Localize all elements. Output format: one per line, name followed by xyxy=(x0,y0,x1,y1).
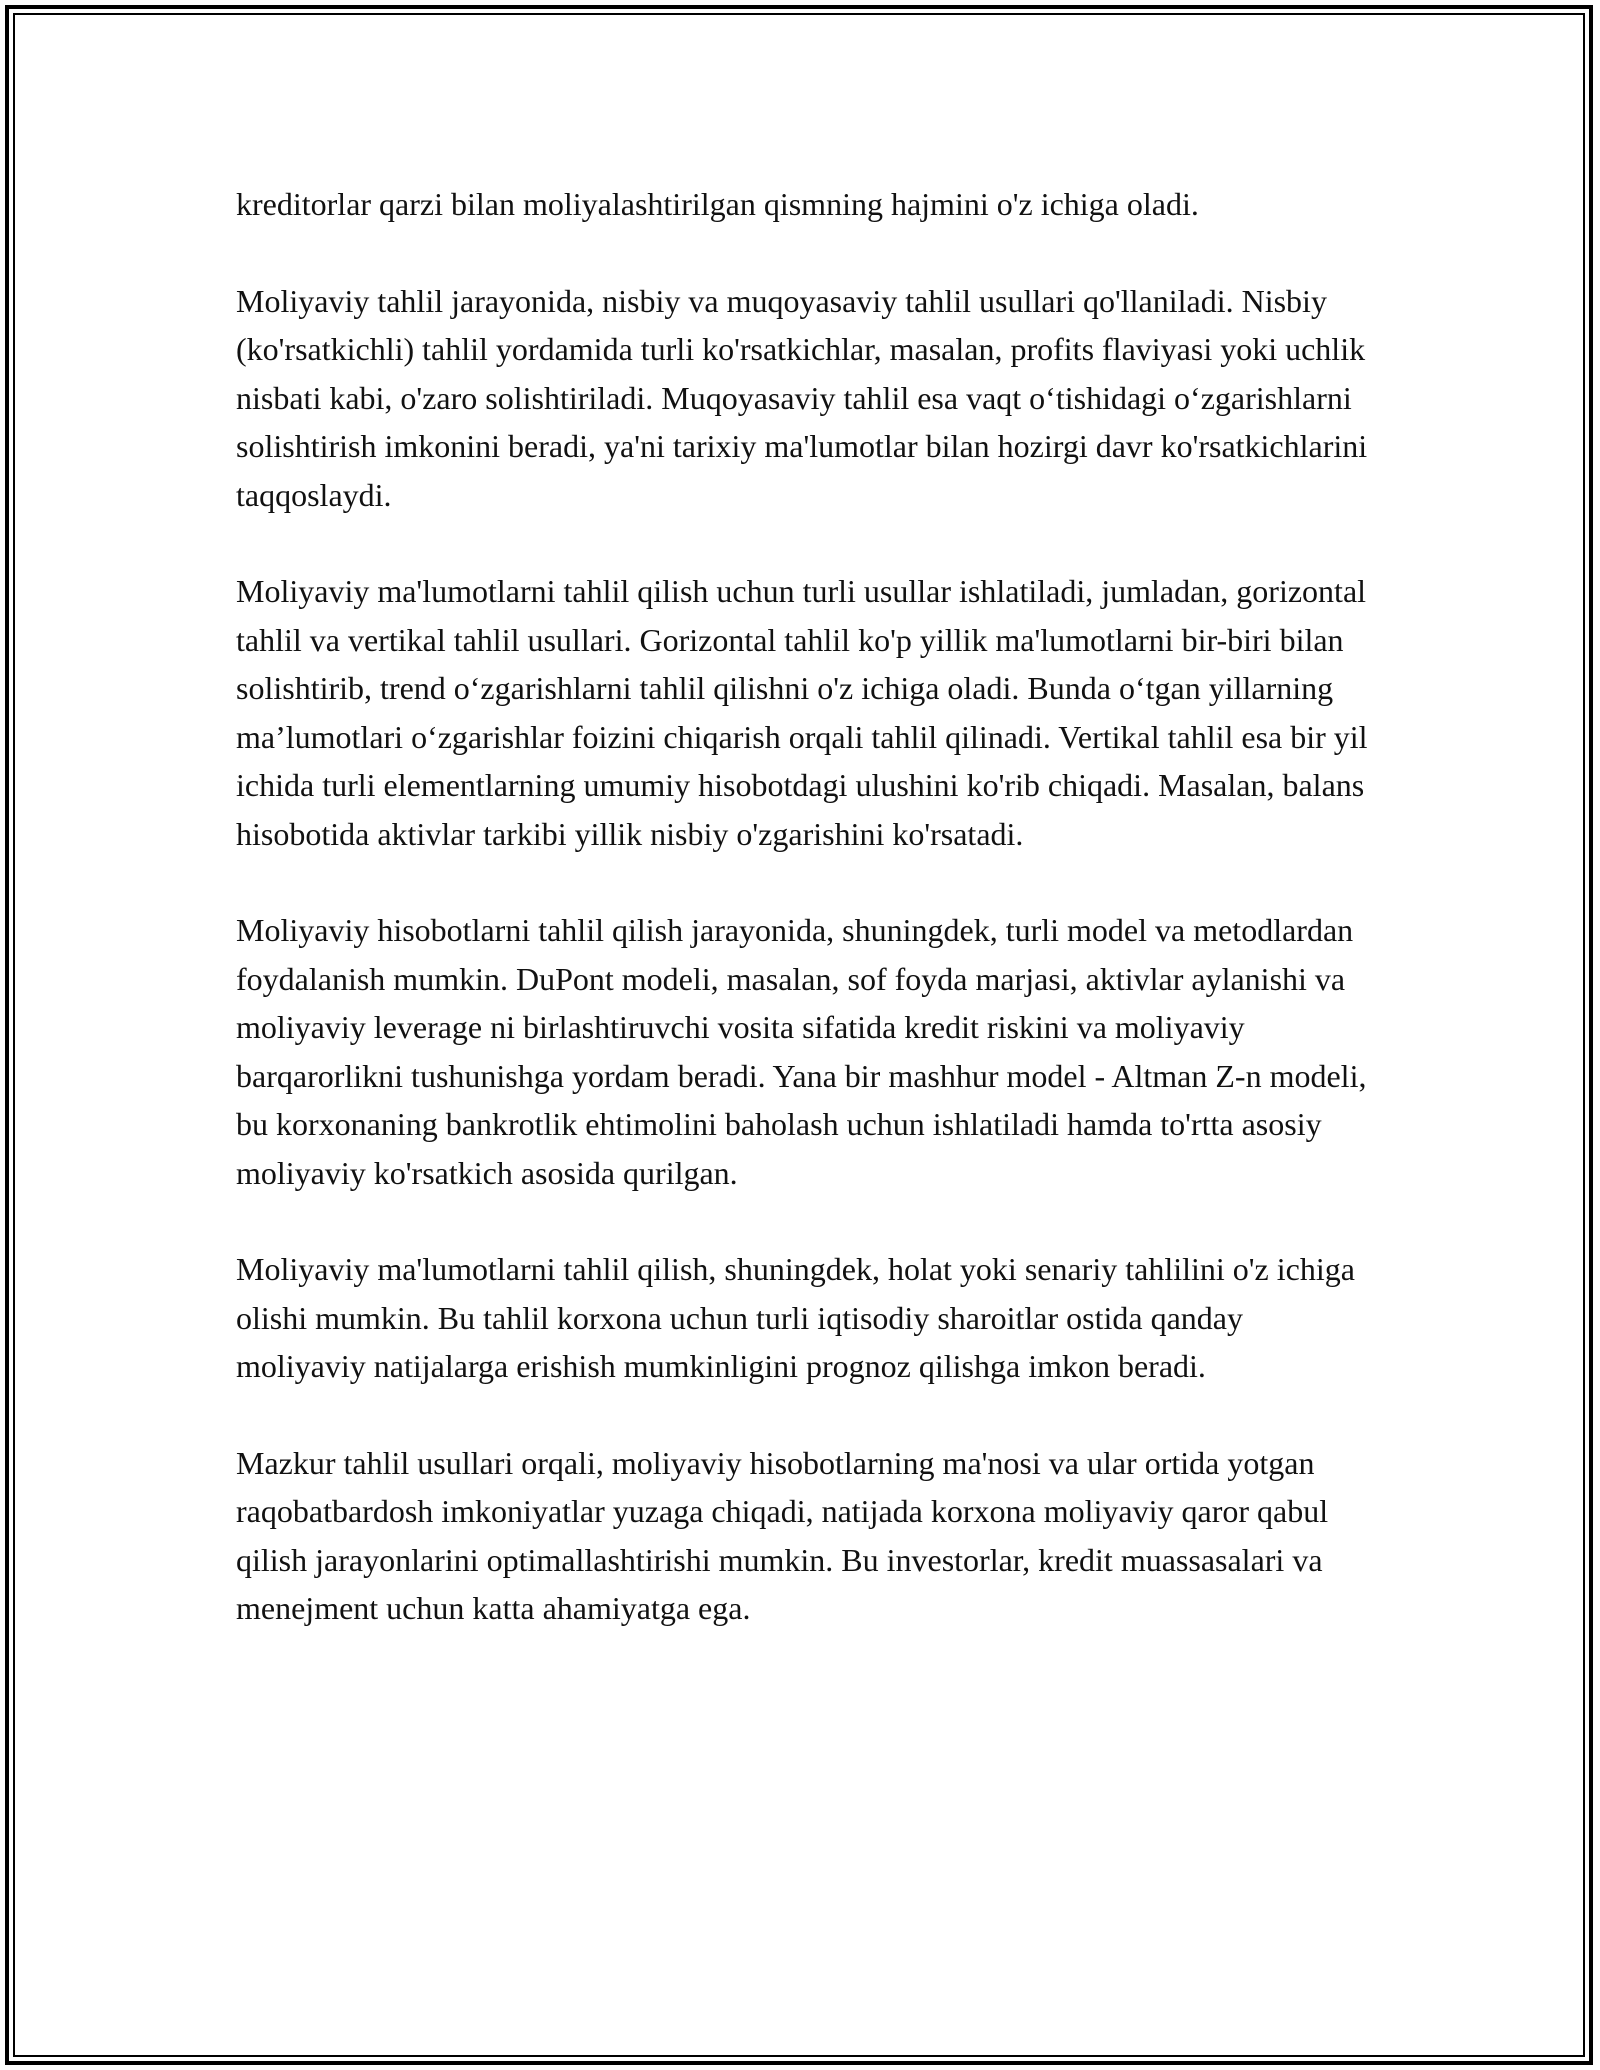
paragraph-1: kreditorlar qarzi bilan moliyalashtirilgan qismning hajmini o'z ichiga oladi. xyxy=(236,186,1199,222)
paragraph-6: Mazkur tahlil usullari orqali, moliyaviy hisobotlarning ma'nosi va ular ortida yotgan raqobatbardosh imkoniyatlar yuzaga chiqadi, natijada korxona moliyaviy qaror qabul qilish jarayonlarini optimallashtirishi mumkin. Bu investorlar, kredit muassasalari va menejment uchun katta ahamiyatga ega. xyxy=(236,1444,1329,1626)
paragraph-5: Moliyaviy ma'lumotlarni tahlil qilish, shuningdek, holat yoki senariy tahlilini o'z ichiga olishi mumkin. Bu tahlil korxona uchun turli iqtisodiy sharoitlar ostida qanday moliyaviy natijalarga erishish mumkinligini prognoz qilishga imkon beradi. xyxy=(236,1251,1355,1384)
paragraph-4: Moliyaviy hisobotlarni tahlil qilish jarayonida, shuningdek, turli model va metodlardan foydalanish mumkin. DuPont modeli, masalan, sof foyda marjasi, aktivlar aylanishi va moliyaviy leverage ni birlashtiruvchi vosita sifatida kredit riskini va moliyaviy barqarorlikni tushunishga yordam beradi. Yana bir mashhur model - Altman Z-n modeli, bu korxonaning bankrotlik ehtimolini baholash uchun ishlatiladi hamda to'rtta asosiy moliyaviy ko'rsatkich asosida qurilgan. xyxy=(236,912,1367,1191)
paragraph-3: Moliyaviy ma'lumotlarni tahlil qilish uchun turli usullar ishlatiladi, jumladan, gorizontal tahlil va vertikal tahlil usullari. Gorizontal tahlil ko'p yillik ma'lumotlarni bir-biri bilan solishtirib, trend o‘zgarishlarni tahlil qilishni o'z ichiga oladi. Bunda o‘tgan yillarning ma’lumotlari o‘zgarishlar foizini chiqarish orqali tahlil qilinadi. Vertikal tahlil esa bir yil ichida turli elementlarning umumiy hisobotdagi ulushini ko'rib chiqadi. Masalan, balans hisobotida aktivlar tarkibi yillik nisbiy o'zgarishini ko'rsatadi. xyxy=(236,573,1368,852)
paragraph-2: Moliyaviy tahlil jarayonida, nisbiy va muqoyasaviy tahlil usullari qo'llaniladi. Nisbiy (ko'rsatkichli) tahlil yordamida turli ko'rsatkichlar, masalan, profits flaviyasi yoki uchlik nisbati kabi, o'zaro solishtiriladi. Muqoyasaviy tahlil esa vaqt o‘tishidagi o‘zgarishlarni solishtirish imkonini beradi, ya'ni tarixiy ma'lumotlar bilan hozirgi davr ko'rsatkichlarini taqqoslaydi. xyxy=(236,282,1368,513)
document-body xyxy=(236,180,1376,1633)
